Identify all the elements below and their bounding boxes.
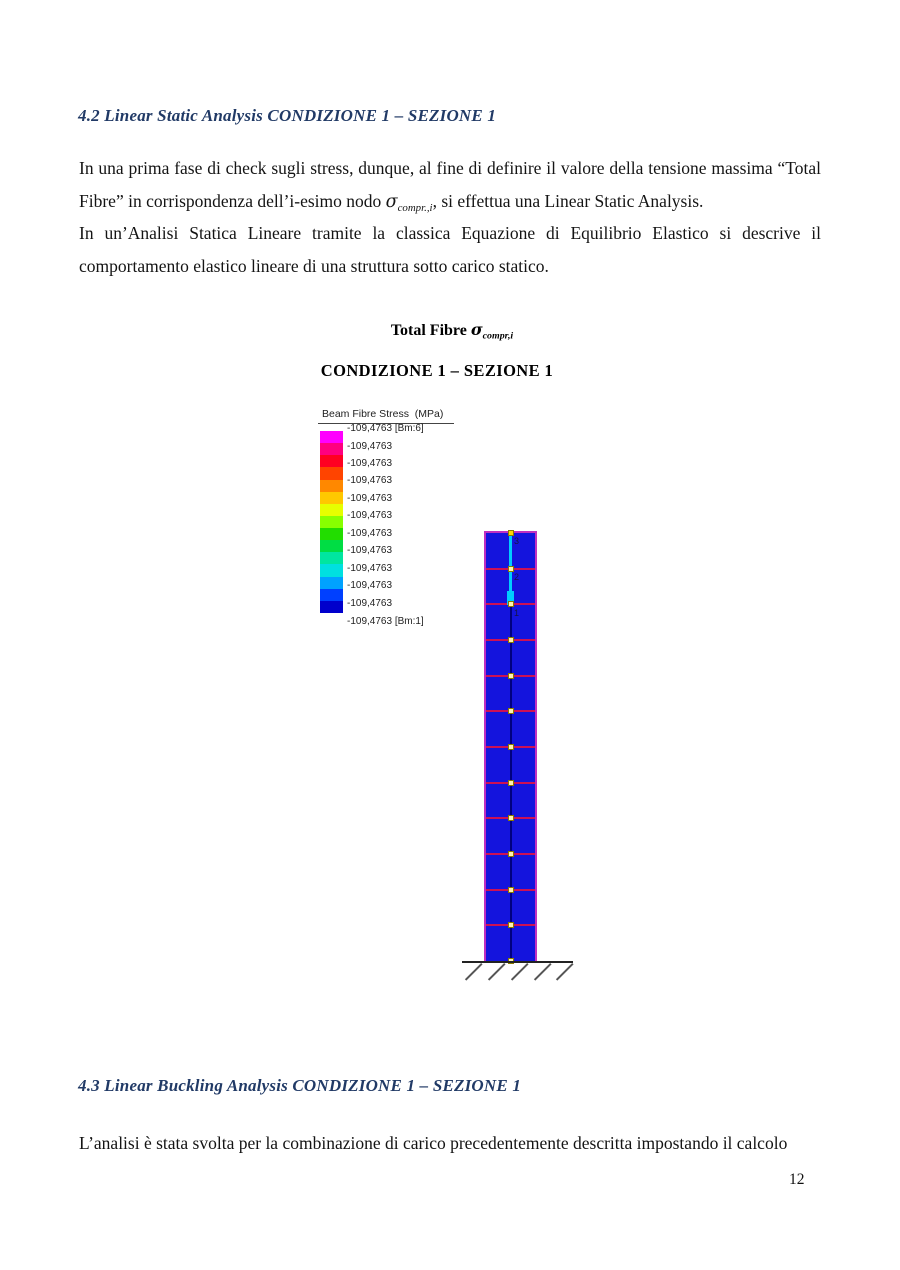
legend-color-band [320, 504, 343, 517]
beam-node [508, 887, 514, 893]
section-heading-4-2: 4.2 Linear Static Analysis CONDIZIONE 1 – SEZIONE 1 [78, 106, 497, 125]
legend-color-band [320, 467, 343, 480]
legend-color-band [320, 589, 343, 602]
node-number: 2 [514, 572, 520, 582]
legend-label: -109,4763 [347, 441, 393, 452]
legend-label: -109,4763 [347, 598, 393, 609]
legend-label: -109,4763 [347, 580, 393, 591]
paragraph-text: In una prima fase di check sugli stress, dunque, al fine di definire il valore della tensione massima “Total Fibre” in corrispondenza dell’i-esimo nodo [79, 158, 821, 211]
hatch-stroke [488, 963, 505, 980]
figure-title [391, 320, 513, 341]
hatch-stroke [511, 963, 528, 980]
beam-node [508, 780, 514, 786]
figure-subtitle: CONDIZIONE 1 – SEZIONE 1 [320, 361, 554, 380]
ground-line [462, 961, 573, 963]
beam-node [508, 566, 514, 572]
beam-node [508, 815, 514, 821]
sigma-symbol: σ [385, 191, 398, 212]
legend-color-band [320, 492, 343, 505]
node-number: 1 [514, 608, 520, 618]
figure-sigma-subscript: compr,i [482, 330, 514, 342]
paragraph-elastic-equilibrium: In un’Analisi Statica Lineare tramite la classica Equazione di Equilibrio Elastico si descrive il comportamento elastico lineare di una struttura sotto carico statico. [79, 223, 821, 276]
load-arrow-shaft [509, 535, 512, 592]
legend-header: Beam Fibre Stress (MPa) [318, 406, 454, 424]
legend-color-band [320, 564, 343, 577]
legend-label: -109,4763 [347, 458, 393, 469]
legend-color-band [320, 577, 343, 590]
legend-label: -109,4763 [347, 563, 393, 574]
page-number: 12 [789, 1171, 805, 1188]
legend-color-band [320, 480, 343, 493]
beam-node [508, 601, 514, 607]
legend-color-band [320, 443, 343, 456]
hatch-stroke [465, 963, 482, 980]
fixed-support [462, 961, 574, 985]
legend-label: -109,4763 [347, 493, 393, 504]
paragraph-text: , si effettua una Linear Static Analysis. [432, 190, 704, 211]
hatch-stroke [534, 963, 551, 980]
legend-color-band [320, 540, 343, 553]
legend-color-band [320, 601, 343, 614]
beam-node [508, 851, 514, 857]
figure-sigma-symbol: σ [470, 320, 483, 339]
legend-label: -109,4763 [347, 510, 393, 521]
legend-color-band [320, 516, 343, 529]
legend-color-band [320, 455, 343, 468]
node-number: 3 [514, 536, 520, 546]
legend-color-band [320, 552, 343, 565]
sigma-subscript: compr.,i [397, 201, 433, 214]
figure-title-text: Total Fibre [390, 322, 471, 339]
legend-color-band [320, 528, 343, 541]
beam-node [508, 922, 514, 928]
fem-column-model [484, 531, 537, 963]
legend-label: -109,4763 [Bm:6] [347, 423, 424, 434]
legend-label: -109,4763 [Bm:1] [347, 616, 424, 627]
beam-node [508, 637, 514, 643]
beam-node [508, 708, 514, 714]
legend-label: -109,4763 [347, 545, 393, 556]
section-heading-4-3: 4.3 Linear Buckling Analysis CONDIZIONE 1 – SEZIONE 1 [78, 1076, 522, 1095]
beam-node [508, 673, 514, 679]
legend-label: -109,4763 [347, 475, 393, 486]
paragraph-buckling: L’analisi è stata svolta per la combinazione di carico precedentemente descritta impostando il calcolo [79, 1133, 788, 1153]
legend-colorbar [320, 431, 343, 613]
legend-label: -109,4763 [347, 528, 393, 539]
beam-node [508, 744, 514, 750]
beam-node [508, 530, 514, 536]
legend-color-band [320, 431, 343, 444]
hatch-stroke [556, 963, 573, 980]
paragraph-linear-static [79, 152, 821, 224]
stress-legend [318, 406, 478, 636]
